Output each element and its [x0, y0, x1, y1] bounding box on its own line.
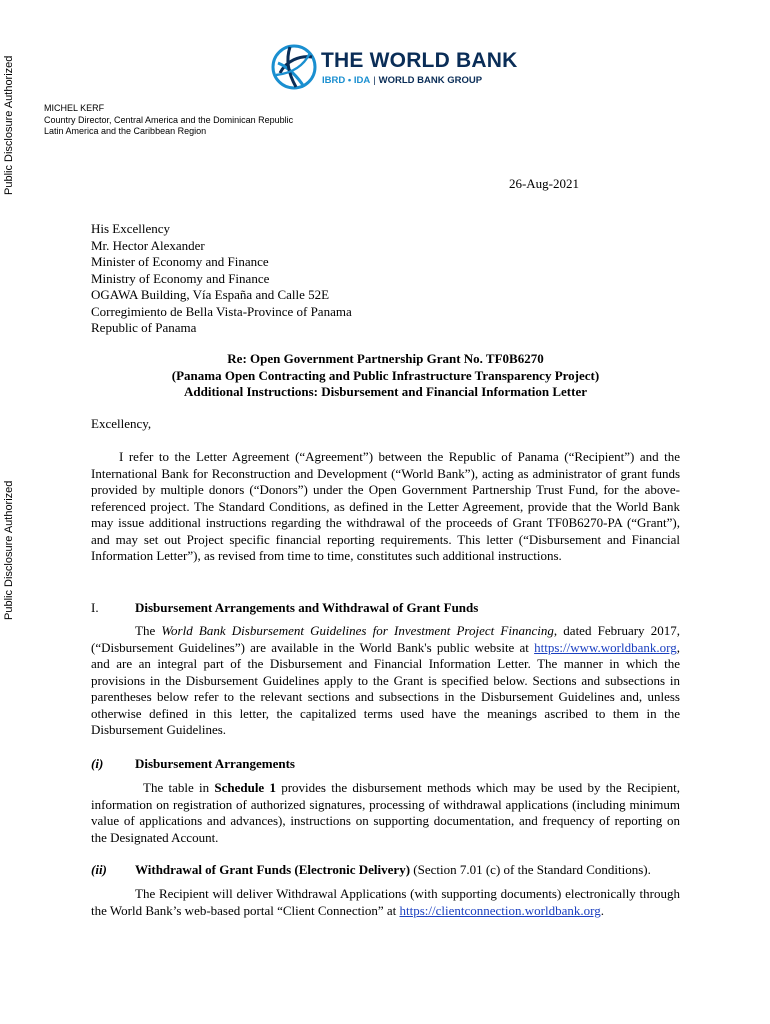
text-run: . — [600, 902, 604, 918]
subsection-number: (i) — [91, 756, 104, 771]
subject-block — [91, 351, 680, 401]
disclosure-stamp-text: Public Disclosure Authorized — [3, 480, 15, 620]
text-run: The Recipient will deliver Withdrawal Applications (with supporting documents) electronically through the World Bank’s web-based portal “Client Connection” at — [91, 886, 680, 918]
text-run: provides the disbursement methods which may be used by the Recipient, information on registration of authorized signatures, processing of withdrawal applications (including minimum value of applications and advances), instructions on supporting documentation, and frequency of reporting on the Designated Account. — [91, 780, 681, 845]
addressee-line: His Excellency — [91, 221, 171, 236]
section1-paragraph — [91, 623, 680, 739]
intro-paragraph: I refer to the Letter Agreement (“Agreement”) between the Republic of Panama (“Recipient”) and the International Bank for Reconstruction and Development (“World Bank”), acting as administrator of grant funds provided by multiple donors (“Donors”) under the Open Government Partnership Trust Fund, for the above-referenced project. The Standard Conditions, as defined in the Letter Agreement, provide that the World Bank may issue additional instructions regarding the withdrawal of the proceeds of Grant TF0B6270-PA (“Grant”), and may set out Project specific financial reporting requirements. This letter (“Disbursement and Financial Information Letter”), as revised from time to time, constitutes such additional instructions. — [91, 449, 680, 563]
section-heading: Disbursement Arrangements and Withdrawal of Grant Funds — [135, 600, 479, 615]
schedule-reference: Schedule 1 — [214, 780, 276, 795]
client-connection-link[interactable]: https://clientconnection.worldbank.org — [399, 902, 601, 918]
subject-line: Re: Open Government Partnership Grant No. TF0B6270 — [227, 351, 544, 366]
world-bank-logo — [270, 43, 518, 95]
subsection-number: (ii) — [91, 862, 107, 877]
addressee-line: Minister of Economy and Finance — [91, 254, 269, 269]
logo-subtitle — [322, 75, 482, 86]
subject-line: (Panama Open Contracting and Public Infrastructure Transparency Project) — [171, 367, 600, 383]
sender-block — [44, 103, 293, 138]
addressee-line: OGAWA Building, Vía España and Calle 52E — [91, 287, 330, 302]
sender-title: Country Director, Central America and the Dominican Republic — [44, 114, 294, 125]
guidelines-title: World Bank Disbursement Guidelines for Investment Project Financing — [161, 623, 554, 638]
subsection-heading-bold: Withdrawal of Grant Funds (Electronic Delivery) — [135, 862, 411, 877]
text-run: , and are an integral part of the Disbursement and Financial Information Letter. The manner in which the provisions in the Disbursement Guidelines apply to the Grant is specified below. Sections and subsections in parentheses below refer to the relevant sections and subsections in the Disbursement Guidelines and, unless otherwise defined in this letter, the capitalized terms used have the meanings ascribed to them in the Disbursement Guidelines. — [91, 639, 680, 737]
disclosure-stamp-text: Public Disclosure Authorized — [3, 55, 15, 195]
letter-date: 26-Aug-2021 — [508, 176, 579, 191]
sender-region: Latin America and the Caribbean Region — [44, 126, 207, 136]
subsection-heading — [135, 862, 651, 878]
worldbank-link[interactable]: https://www.worldbank.org — [534, 639, 677, 655]
addressee-line: Corregimiento de Bella Vista-Province of Panama — [91, 303, 352, 319]
subsection-heading-rest: (Section 7.01 (c) of the Standard Conditions). — [410, 862, 651, 877]
logo-title: THE WORLD BANK — [321, 49, 518, 72]
text-run: The — [135, 623, 162, 638]
sender-name: MICHEL KERF — [44, 103, 105, 113]
addressee-block — [91, 221, 352, 337]
addressee-line: Republic of Panama — [91, 320, 197, 335]
subsection-ii-paragraph — [91, 886, 680, 919]
salutation: Excellency, — [91, 416, 152, 431]
logo-ibrd-ida: IBRD • IDA — [322, 75, 371, 86]
text-run: , dated February 2017, (“Disbursement Guidelines”) are available in the World Bank's public website at — [91, 623, 680, 655]
logo-group: WORLD BANK GROUP — [378, 75, 483, 86]
subject-line: Additional Instructions: Disbursement and Financial Information Letter — [183, 384, 588, 399]
text-run: The table in — [143, 780, 215, 795]
subsection-i-paragraph — [91, 780, 680, 846]
subsection-heading: Disbursement Arrangements — [135, 756, 295, 771]
addressee-line: Mr. Hector Alexander — [91, 237, 205, 253]
globe-icon — [270, 43, 318, 91]
section-number: I. — [91, 600, 99, 615]
addressee-line: Ministry of Economy and Finance — [91, 270, 270, 286]
logo-separator: | — [373, 75, 376, 86]
